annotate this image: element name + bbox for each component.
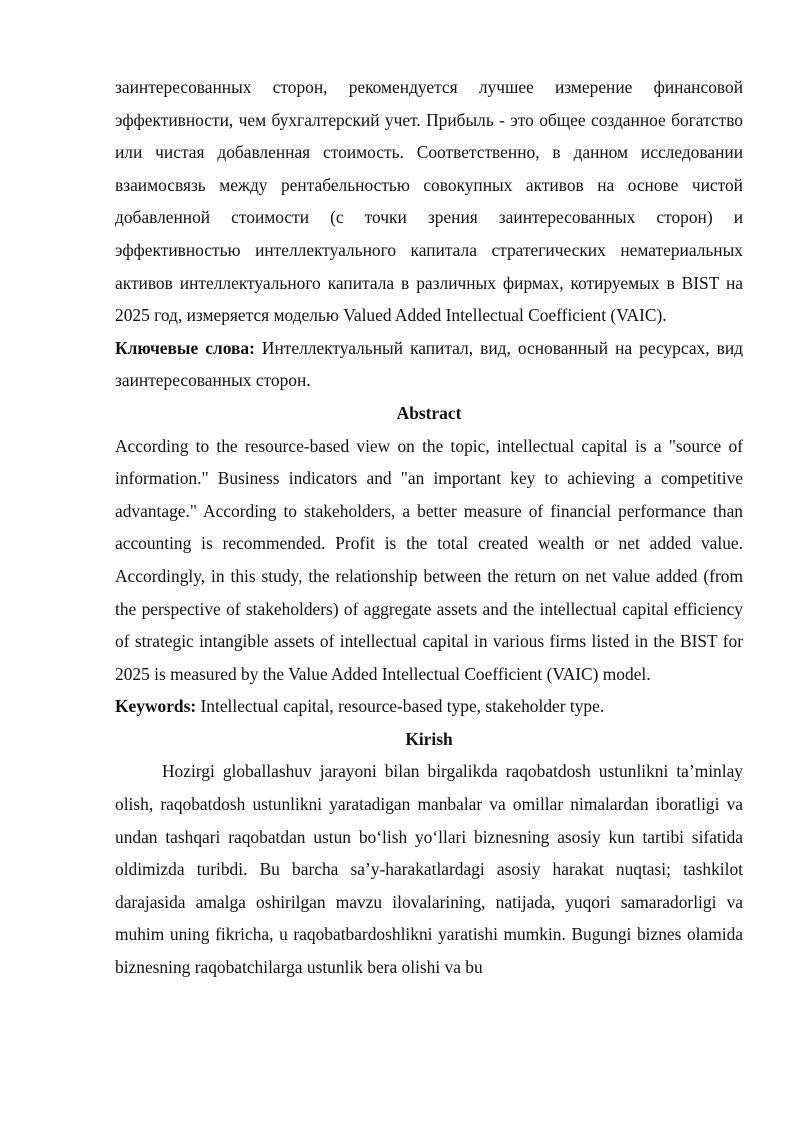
introduction-heading: Kirish xyxy=(405,728,453,749)
russian-keywords xyxy=(115,332,743,397)
abstract-heading: Abstract xyxy=(396,402,462,423)
introduction-paragraph: Hozirgi globallashuv jarayoni bilan birgalikda raqobatdosh ustunlikni ta’minlay olish, raqobatdosh ustunlikni yaratadigan manbalar va omillar nimalardan iboratligi va undan tashqari raqobatdan ustun boʻlish yoʻllari biznesning asosiy kun tartibi sifatida oldimizda turibdi. Bu barcha sa’y-harakatlardagi asosiy harakat nuqtasi; tashkilot darajasida amalga oshirilgan mavzu ilovalarining, natijada, yuqori samaradorligi va muhim uning fikricha, u raqobatbardoshlikni yaratishi mumkin. Bugungi biznes olamida biznesning raqobatchilarga ustunlik bera olishi va bu xyxy=(115,761,743,978)
russian-keywords-label: Ключевые слова: xyxy=(115,337,255,358)
document-page xyxy=(115,71,743,984)
english-abstract-paragraph: According to the resource-based view on the topic, intellectual capital is a "source of information." Business indicators and "an important key to achieving a competitive advantage." According to stakeholders, a better measure of financial performance than accounting is recommended. Profit is the total created wealth or net added value. Accordingly, in this study, the relationship between the return on net value added (from the perspective of stakeholders) of aggregate assets and the intellectual capital efficiency of strategic intangible assets of intellectual capital in various firms listed in the BIST for 2025 is measured by the Value Added Intellectual Coefficient (VAIC) model. xyxy=(115,435,743,684)
english-keywords-label: Keywords: xyxy=(115,696,197,717)
english-keywords xyxy=(115,690,743,723)
russian-keywords-text: Интеллектуальный капитал, вид, основанный на ресурсах, вид заинтересованных сторон. xyxy=(115,337,743,391)
english-keywords-text: Intellectual capital, resource-based type, stakeholder type. xyxy=(196,696,605,717)
russian-abstract-paragraph: заинтересованных сторон, рекомендуется лучшее измерение финансовой эффективности, чем бухгалтерский учет. Прибыль - это общее созданное богатство или чистая добавленная стоимость. Соответственно, в данном исследовании взаимосвязь между рентабельностью совокупных активов на основе чистой добавленной стоимости (с точки зрения заинтересованных сторон) и эффективностью интеллектуального капитала стратегических нематериальных активов интеллектуального капитала в различных фирмах, котируемых в BIST на 2025 год, измеряется моделью Valued Added Intellectual Coefficient (VAIC). xyxy=(115,77,743,326)
